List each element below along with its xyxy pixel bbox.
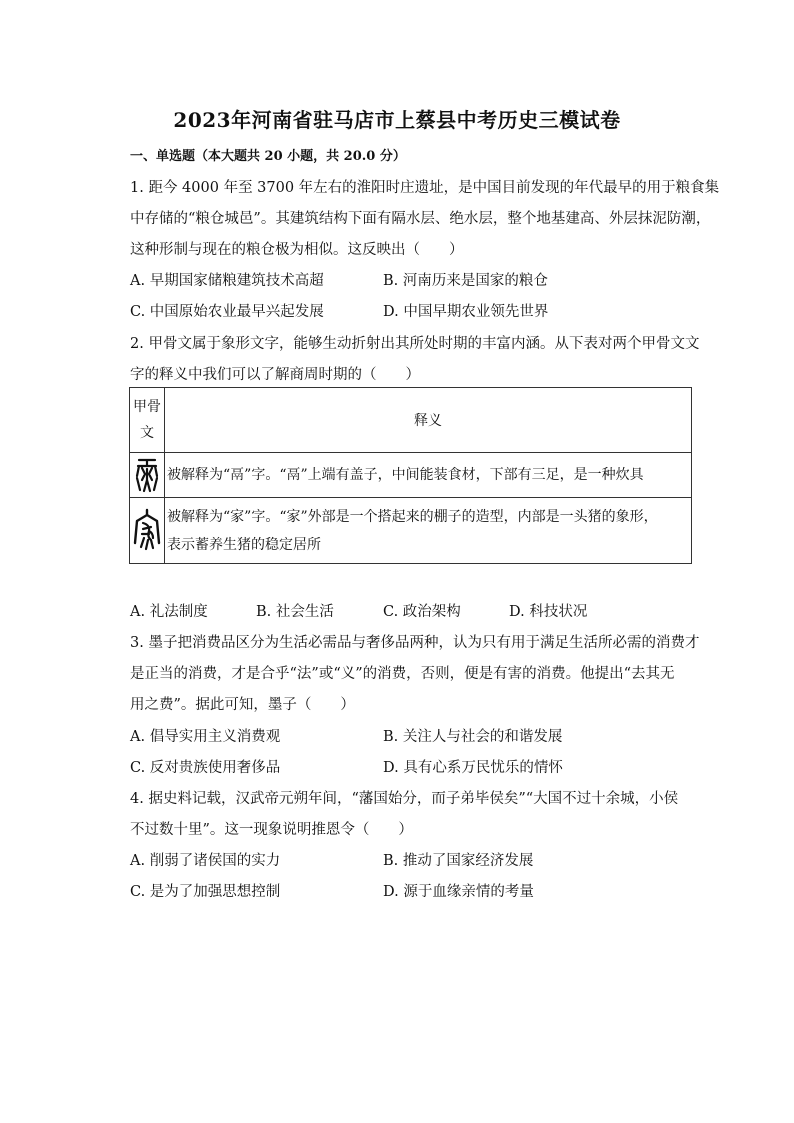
q2-option-c: C. 政治架构 xyxy=(383,604,461,620)
q3-line-1: 3. 墨子把消费品区分为生活必需品与奢侈品两种，认为只有用于满足生活所必需的消费才 xyxy=(130,635,700,651)
q2-line-1: 2. 甲骨文属于象形文字，能够生动折射出其所处时期的丰富内涵。从下表对两个甲骨文文 xyxy=(130,336,700,352)
q4-option-c: C. 是为了加强思想控制 xyxy=(130,884,281,900)
oracle-bone-table xyxy=(129,387,692,564)
q2-option-d: D. 科技状况 xyxy=(509,604,588,620)
q4-line-1: 4. 据史料记载，汉武帝元朔年间，“藩国始分，而子弟毕侯矣”“大国不过十余城，小侯 xyxy=(130,791,679,807)
oracle-bone-li-icon xyxy=(134,456,160,494)
q1-option-a: A. 早期国家储粮建筑技术高超 xyxy=(130,273,324,289)
row1-meaning: 被解释为“鬲”字。“鬲”上端有盖子，中间能装食材，下部有三足，是一种炊具 xyxy=(165,453,692,498)
oracle-bone-jia-icon xyxy=(133,507,161,555)
table-header-glyph-line1: 甲骨 xyxy=(133,399,161,415)
row2-meaning xyxy=(165,498,692,564)
row2-meaning-line1: 被解释为“家”字。“家”外部是一个搭起来的棚子的造型，内部是一头猪的象形， xyxy=(167,508,658,525)
table-row xyxy=(130,453,692,498)
table-row xyxy=(130,498,692,564)
row2-meaning-line2: 表示蓄养生猪的稳定居所 xyxy=(167,536,321,553)
table-header-meaning: 释义 xyxy=(165,388,692,453)
q4-option-a: A. 削弱了诸侯国的实力 xyxy=(130,853,281,869)
q3-option-b: B. 关注人与社会的和谐发展 xyxy=(383,729,563,745)
table-header-glyph-line2: 文 xyxy=(140,425,154,441)
q4-option-d: D. 源于血缘亲情的考量 xyxy=(383,884,534,900)
q4-line-2: 不过数十里”。这一现象说明推恩令（ ） xyxy=(130,822,413,838)
q3-option-d: D. 具有心系万民忧乐的情怀 xyxy=(383,760,563,776)
q4-option-b: B. 推动了国家经济发展 xyxy=(383,853,534,869)
q2-option-b: B. 社会生活 xyxy=(256,604,334,620)
table-header-glyph xyxy=(130,388,165,453)
q2-line-2: 字的释义中我们可以了解商周时期的（ ） xyxy=(130,367,420,383)
q1-line-2: 中存储的“粮仓城邑”。其建筑结构下面有隔水层、绝水层，整个地基建高、外层抹泥防潮， xyxy=(130,211,711,227)
q1-line-1: 1. 距今 4000 年至 3700 年左右的淮阳时庄遗址，是中国目前发现的年代最早的用于粮食集 xyxy=(130,180,720,196)
q1-option-c: C. 中国原始农业最早兴起发展 xyxy=(130,304,324,320)
q3-line-3: 用之费”。据此可知，墨子（ ） xyxy=(130,697,355,713)
q1-line-3: 这种形制与现在的粮仓极为相似。这反映出（ ） xyxy=(130,242,464,258)
q1-option-b: B. 河南历来是国家的粮仓 xyxy=(383,273,548,289)
q2-option-a: A. 礼法制度 xyxy=(130,604,208,620)
q3-line-2: 是正当的消费，才是合乎“法”或“义”的消费，否则，便是有害的消费。他提出“去其无 xyxy=(130,666,675,682)
q3-option-a: A. 倡导实用主义消费观 xyxy=(130,729,281,745)
section-heading: 一、单选题（本大题共 20 小题，共 20.0 分） xyxy=(130,149,406,164)
page-title: 2023年河南省驻马店市上蔡县中考历史三模试卷 xyxy=(173,108,621,132)
q3-option-c: C. 反对贵族使用奢侈品 xyxy=(130,760,281,776)
q1-option-d: D. 中国早期农业领先世界 xyxy=(383,304,549,320)
